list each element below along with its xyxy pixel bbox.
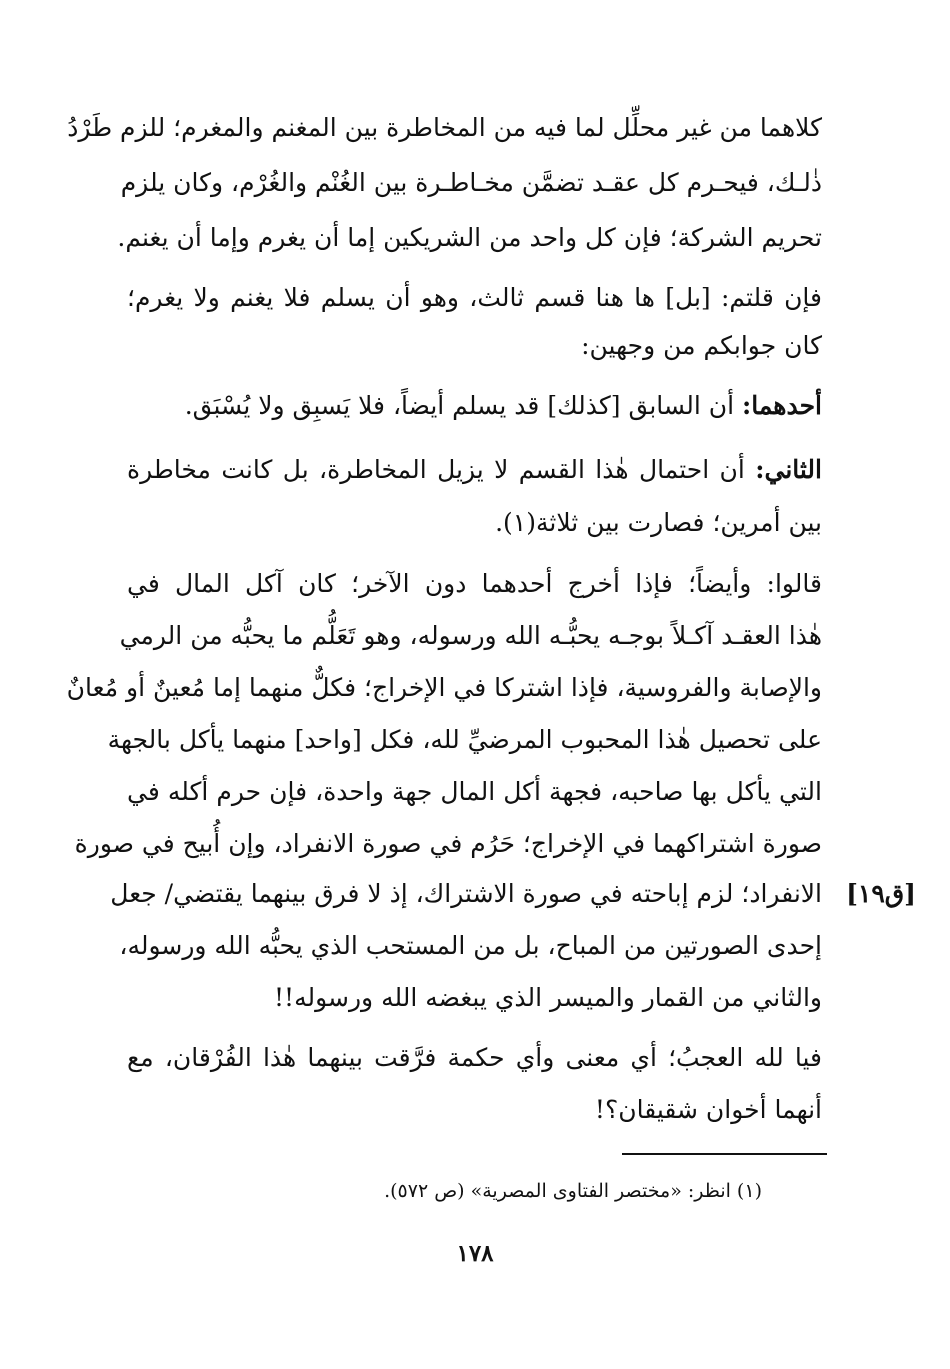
text-line: فيا لله العجبُ؛ أي معنى وأي حكمة فرَّقت بينهما هٰذا الفُرْقان، مع	[127, 1043, 822, 1072]
text-line: فإن قلتم: [بل] ها هنا قسم ثالث، وهو أن يسلم فلا يغنم ولا يغرم؛	[127, 283, 822, 312]
text-line: تحريم الشركة؛ فإن كل واحد من الشريكين إما أن يغرم وإما أن يغنم.	[117, 223, 822, 252]
text-line: كان جوابكم من وجهين:	[581, 331, 822, 360]
text-line: بين أمرين؛ فصارت بين ثلاثة(١).	[495, 508, 822, 537]
text-line: والإصابة والفروسية، فإذا اشتركا في الإخراج؛ فكلٌّ منهما إما مُعينٌ أو مُعانٌ	[66, 673, 822, 702]
second-point-text: أن احتمال هٰذا القسم لا يزيل المخاطرة، بل كانت مخاطرة	[127, 455, 745, 484]
text-line: التي يأكل بها صاحبه، فجهة أكل المال جهة واحدة، فإن حرم أكله في	[127, 777, 822, 806]
text-line: إحدى الصورتين من المباح، بل من المستحب الذي يحبُّه الله ورسوله،	[119, 931, 822, 960]
manuscript-folio-marker: [ق١٩]	[846, 879, 916, 908]
text-line: والثاني من القمار والميسر الذي يبغضه الله ورسوله!!	[274, 983, 822, 1012]
text-line: على تحصيل هٰذا المحبوب المرضيِّ لله، فكل [واحد] منهما يأكل بالجهة	[107, 725, 822, 754]
text-line: قالوا: وأيضاً؛ فإذا أخرج أحدهما دون الآخر؛ كان آكل المال في	[127, 569, 822, 598]
first-point-text: أن السابق [كذلك] قد يسلم أيضاً، فلا يَسبِق ولا يُسْبَق.	[184, 391, 735, 420]
text-line: صورة اشتراكهما في الإخراج؛ حَرُم في صورة الانفراد، وإن أُبيح في صورة	[74, 829, 822, 858]
footnote-divider	[622, 1153, 827, 1155]
page-number: ١٧٨	[456, 1240, 494, 1267]
first-point-label: أحدهما:	[741, 391, 822, 420]
text-line: كلاهما من غير محلِّل لما فيه من المخاطرة بين المغنم والمغرم؛ للزم طَرْدُ	[67, 113, 822, 142]
text-line: أنهما أخوان شقيقان؟!	[594, 1095, 822, 1124]
text-line: ذٰلـك، فيحـرم كل عقـد تضمَّن مخـاطـرة بين الغُنْم والغُرْم، وكان يلزم	[120, 168, 822, 197]
first-point-line	[127, 388, 822, 428]
second-point-label: الثاني:	[755, 455, 822, 484]
text-line: هٰذا العقـد آكـلاً بوجـه يحبُّـه الله ورسوله، وهو تَعَلُّم ما يحبُّه من الرمي	[119, 621, 822, 650]
second-point-line	[127, 452, 822, 492]
text-line: الانفراد؛ لزم إباحته في صورة الاشتراك، إذ لا فرق بينهما يقتضي/ جعل	[110, 879, 822, 908]
footnote: (١) انظر: «مختصر الفتاوى المصرية» (ص ٥٧٢).	[384, 1180, 762, 1202]
